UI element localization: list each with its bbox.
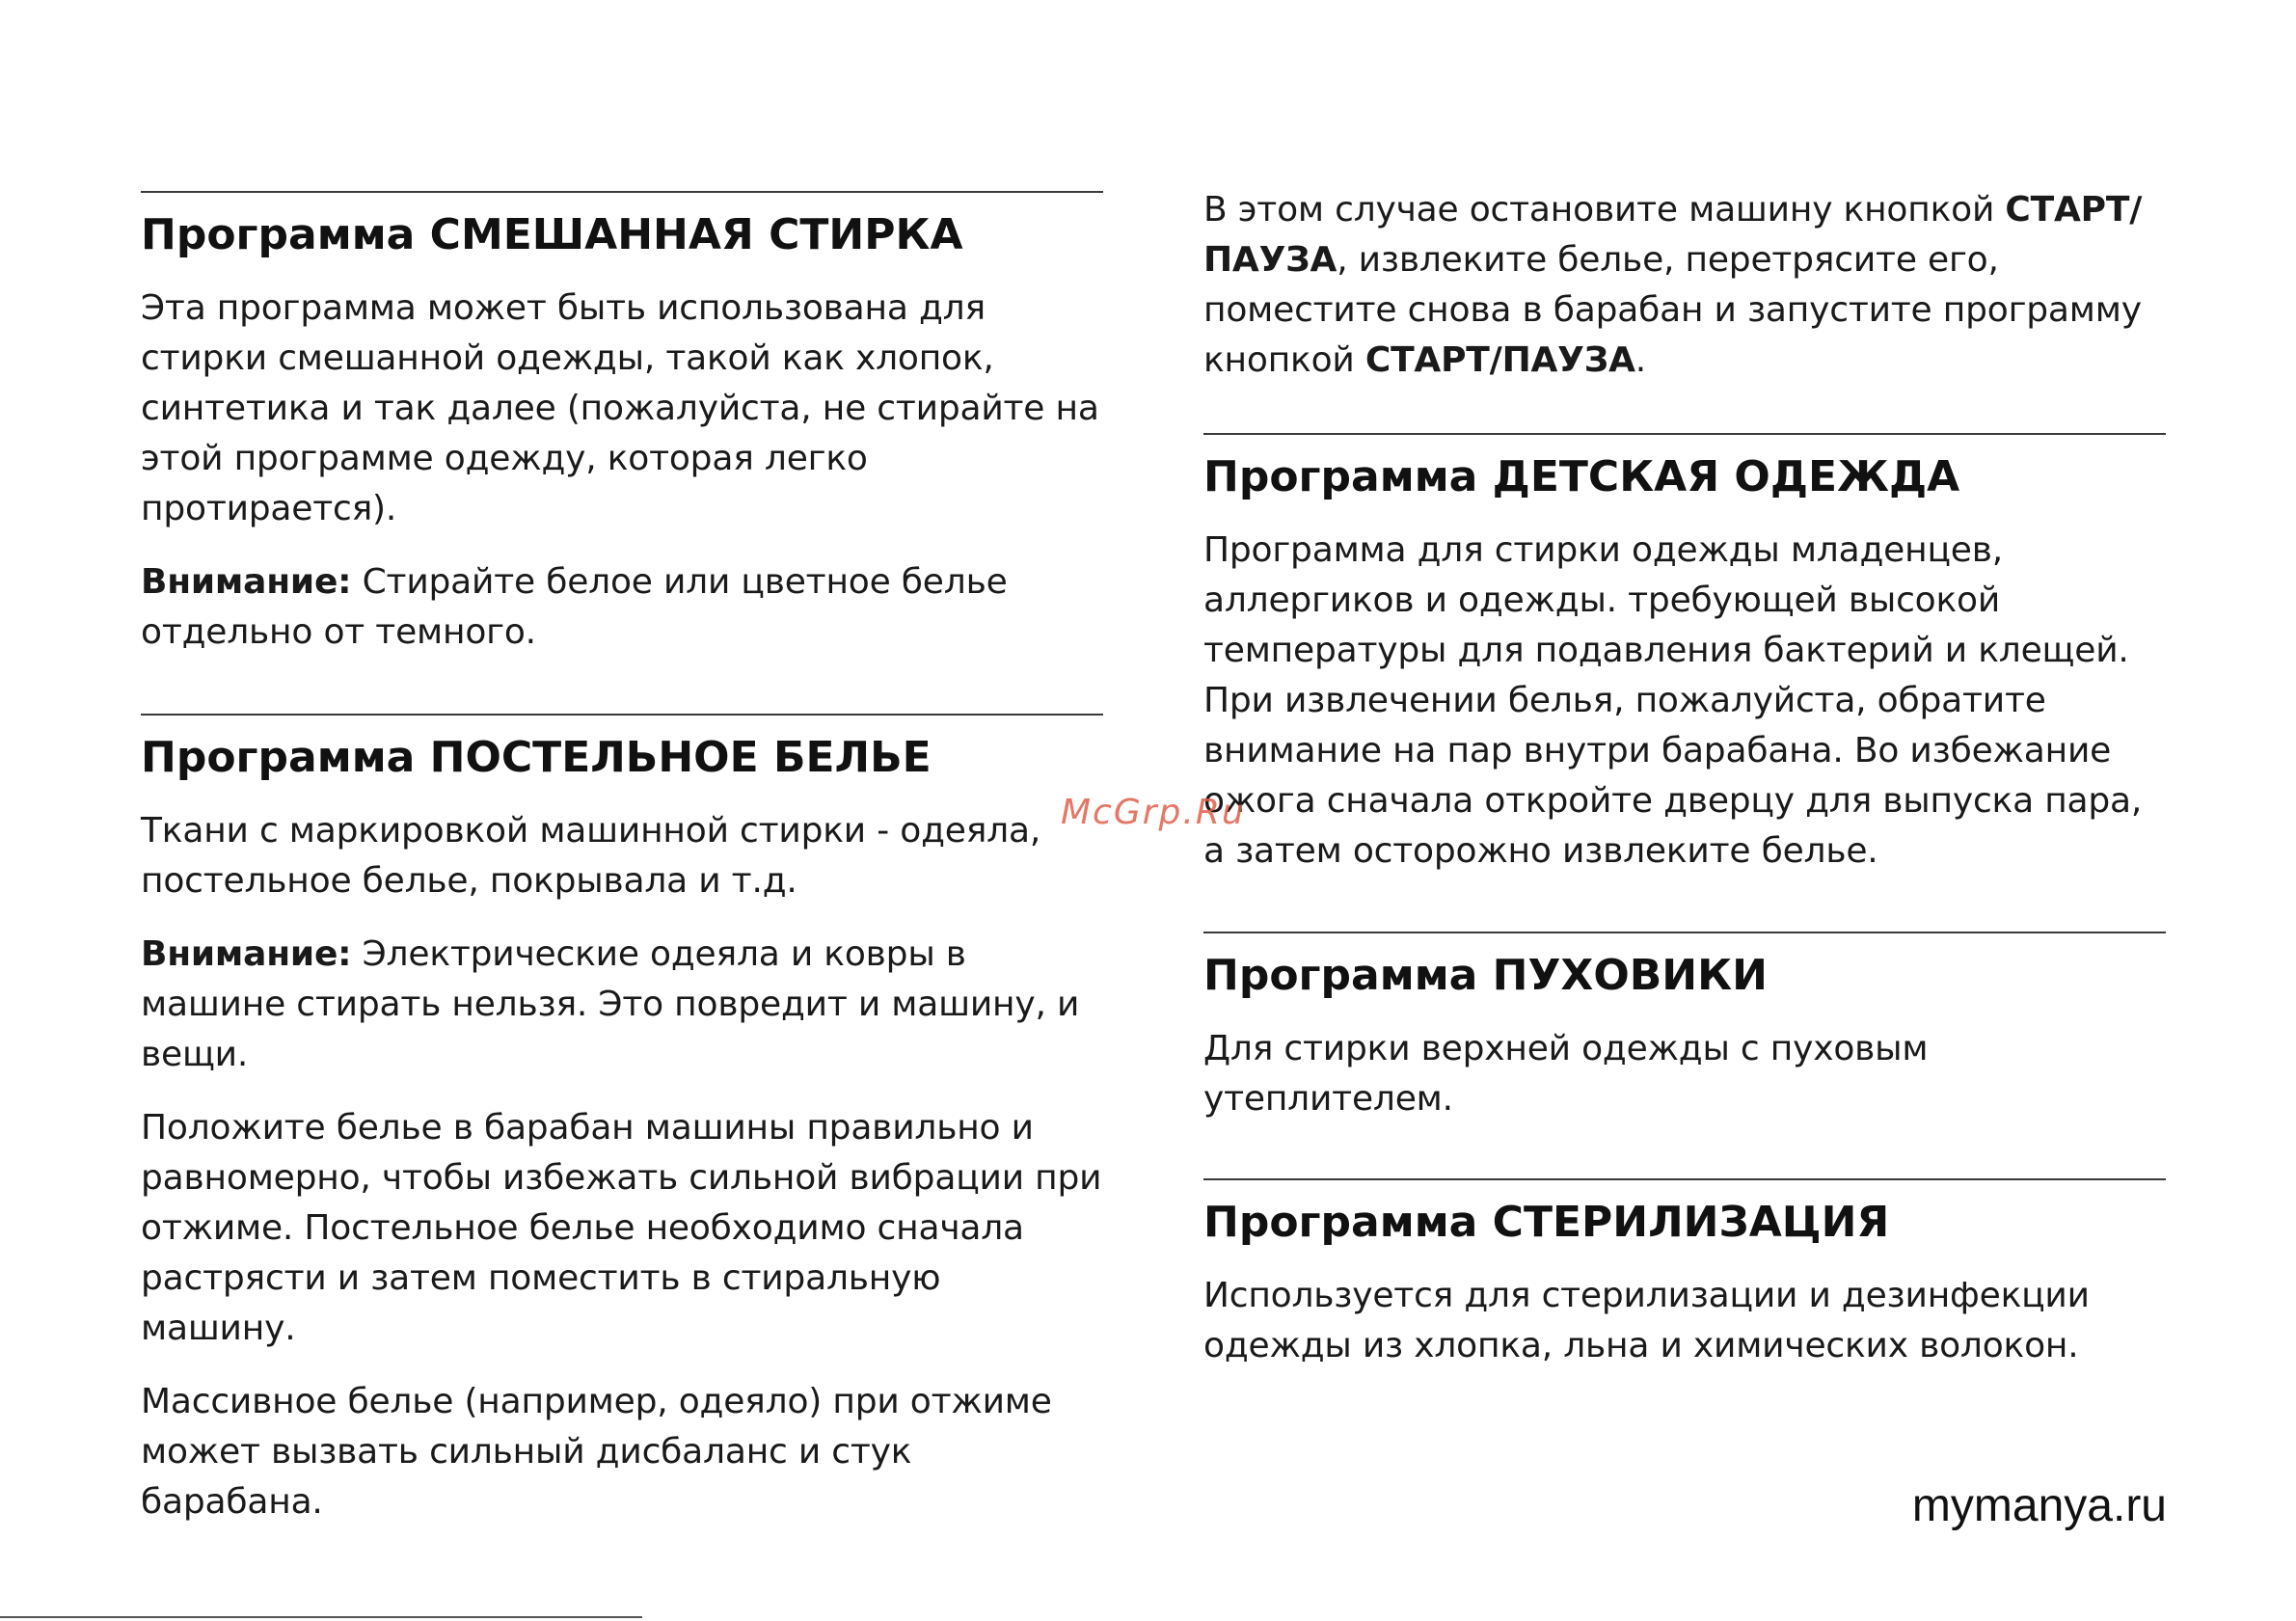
warning-text: Электрические одеяла и ковры в машине стирать нельзя. Это повредит и машину, и вещи. [141,934,1080,1074]
warning-label: Внимание: [141,562,352,602]
section-continuation [1203,185,2166,409]
section-divider [1203,1178,2166,1180]
section-title: Программа СМЕШАННАЯ СТИРКА [141,210,963,259]
continuation-text: . [1634,340,1647,380]
watermark: McGrp.Ru [1061,793,1246,832]
section-body: Эта программа может быть использована для стирки смешанной одежды, такой как хлопок, синтетика и так далее (пожалуйста, не стирайте на этой программе одежду, которая легко протирается). [141,288,1099,528]
warning-text: Стирайте белое или цветное белье отдельно от темного. [141,562,1008,652]
section-divider [141,191,1103,193]
section-body: Программа для стирки одежды младенцев, аллергиков и одежды. требующей высокой температуры для подавления бактерий и клещей. При извлечении белья, пожалуйста, обратите внимание на пар внутри барабана. Во избежание ожога сначала откройте дверцу для выпуска пара, а затем осторожно извлеките белье. [1203,530,2143,871]
section-title: Программа СТЕРИЛИЗАЦИЯ [1203,1198,1890,1247]
section-sterilization [1203,1178,2166,1394]
section-bedding [141,714,1103,1551]
section-mixed-wash [141,191,1103,681]
footer-site-name: mymanya.ru [1911,1480,2167,1531]
bottom-divider [0,1616,642,1618]
start-pause-label: СТАРТ/ПАУЗА [1364,340,1635,380]
section-down-jackets [1203,932,2166,1148]
section-title: Программа ПОСТЕЛЬНОЕ БЕЛЬЕ [141,733,932,782]
section-kids-clothes [1203,433,2166,900]
warning-note [141,557,1103,658]
continuation-text: , извлеките белье, перетрясите его, поместите снова в барабан и запустите программу кнопкой [1203,240,2142,380]
section-divider [1203,932,2166,933]
section-divider [1203,433,2166,435]
section-paragraph: Положите белье в барабан машины правильно и равномерно, чтобы избежать сильной вибрации при отжиме. Постельное белье необходимо сначала растрясти и затем поместить в стиральную машину. [141,1108,1102,1348]
section-body: Используется для стерилизации и дезинфекции одежды из хлопка, льна и химических волокон. [1203,1276,2090,1365]
continuation-paragraph [1203,185,2166,386]
section-body: Для стирки верхней одежды с пуховым утеплителем. [1203,1029,1929,1119]
warning-label: Внимание: [141,934,352,974]
section-divider [141,714,1103,716]
section-body: Ткани с маркировкой машинной стирки - одеяла, постельное белье, покрывала и т.д. [141,811,1041,901]
section-paragraph: Массивное белье (например, одеяло) при отжиме может вызвать сильный дисбаланс и стук барабана. [141,1382,1052,1522]
start-pause-label: СТАРТ/ ПАУЗА [1203,190,2143,280]
section-title: Программа ПУХОВИКИ [1203,951,1768,1000]
continuation-text: В этом случае остановите машину кнопкой [1203,190,2006,230]
section-title: Программа ДЕТСКАЯ ОДЕЖДА [1203,452,1960,501]
warning-note [141,930,1103,1080]
